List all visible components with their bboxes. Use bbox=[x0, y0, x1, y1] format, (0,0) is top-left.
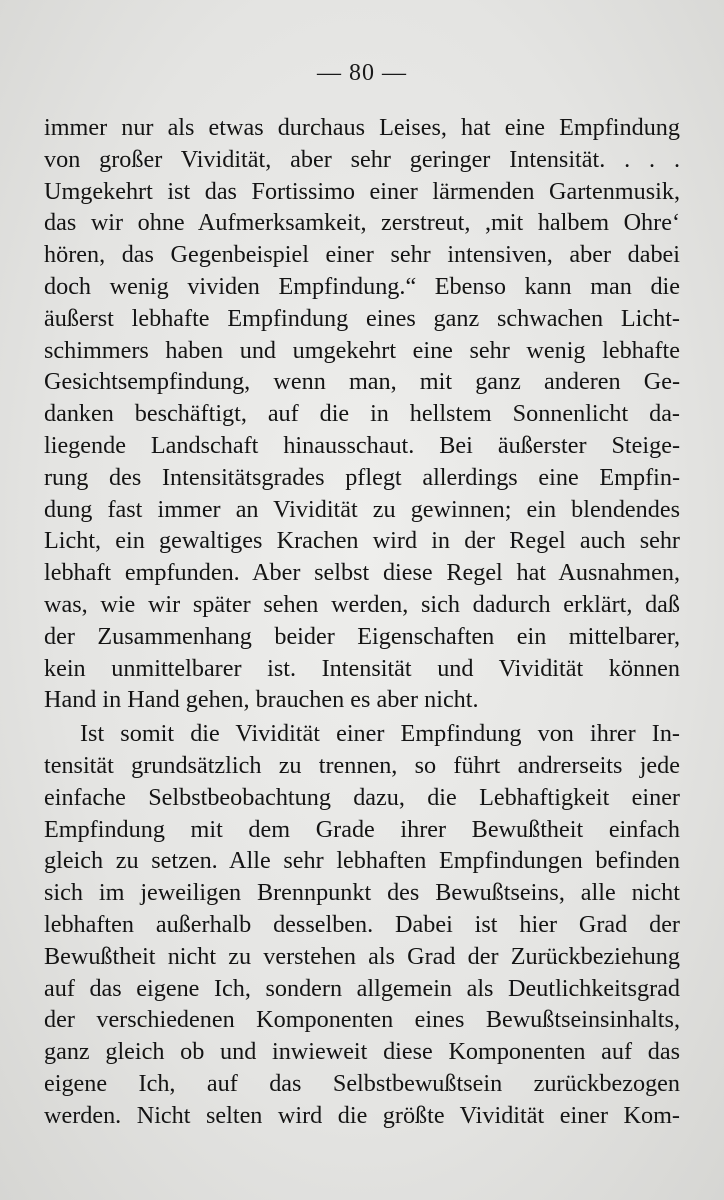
text-line: Ist somit die Vividität einer Empfindung von ihrer In- bbox=[80, 720, 680, 748]
text-line: Hand in Hand gehen, brauchen es aber nicht. bbox=[44, 686, 479, 714]
text-line: eigene Ich, auf das Selbstbewußtsein zurückbezogen bbox=[44, 1069, 680, 1097]
text-line: hören, das Gegenbeispiel einer sehr intensiven, aber dabei bbox=[44, 241, 680, 269]
text-line: Empfindung mit dem Grade ihrer Bewußtheit einfach bbox=[44, 815, 680, 843]
text-line: tensität grundsätzlich zu trennen, so führt andrerseits jede bbox=[44, 751, 680, 779]
text-line: werden. Nicht selten wird die größte Vividität einer Kom- bbox=[44, 1101, 680, 1129]
text-line: das wir ohne Aufmerksamkeit, zerstreut, ,mit halbem Ohre‘ bbox=[44, 209, 680, 237]
text-line: was, wie wir später sehen werden, sich dadurch erklärt, daß bbox=[44, 590, 680, 618]
text-line: lebhaft empfunden. Aber selbst diese Regel hat Ausnahmen, bbox=[44, 559, 680, 587]
text-line: danken beschäftigt, auf die in hellstem Sonnenlicht da- bbox=[44, 400, 680, 428]
text-line: Bewußtheit nicht zu verstehen als Grad der Zurückbeziehung bbox=[44, 942, 680, 970]
text-line: kein unmittelbarer ist. Intensität und Vividität können bbox=[44, 654, 680, 682]
text-line: Gesichtsempfindung, wenn man, mit ganz anderen Ge- bbox=[44, 368, 680, 396]
paragraph-1 bbox=[44, 112, 680, 716]
text-line: äußerst lebhafte Empfindung eines ganz schwachen Licht- bbox=[44, 304, 680, 332]
text-line: auf das eigene Ich, sondern allgemein als Deutlichkeitsgrad bbox=[44, 974, 680, 1002]
text-line: liegende Landschaft hinausschaut. Bei äußerster Steige- bbox=[44, 431, 680, 459]
page-number: — 80 — bbox=[317, 60, 407, 86]
text-line: der verschiedenen Komponenten eines Bewußtseinsinhalts, bbox=[44, 1006, 680, 1034]
text-line: immer nur als etwas durchaus Leises, hat eine Empfindung bbox=[44, 114, 680, 141]
text-line: der Zusammenhang beider Eigenschaften ein mittelbarer, bbox=[44, 622, 680, 650]
text-line: Licht, ein gewaltiges Krachen wird in der Regel auch sehr bbox=[44, 527, 680, 555]
text-line: dung fast immer an Vividität zu gewinnen; ein blendendes bbox=[44, 495, 680, 523]
text-line: von großer Vividität, aber sehr geringer Intensität. . . . bbox=[44, 145, 680, 173]
paragraph-2 bbox=[44, 718, 680, 1131]
text-line: sich im jeweiligen Brennpunkt des Bewußtseins, alle nicht bbox=[44, 879, 680, 907]
body-text bbox=[44, 112, 680, 1132]
text-line: einfache Selbstbeobachtung dazu, die Lebhaftigkeit einer bbox=[44, 783, 680, 811]
text-line: schimmers haben und umgekehrt eine sehr wenig lebhafte bbox=[44, 336, 680, 364]
text-line: ganz gleich ob und inwieweit diese Komponenten auf das bbox=[44, 1038, 680, 1066]
text-line: lebhaften außerhalb desselben. Dabei ist hier Grad der bbox=[44, 910, 680, 938]
text-line: gleich zu setzen. Alle sehr lebhaften Empfindungen befinden bbox=[44, 847, 680, 875]
text-line: doch wenig vividen Empfindung.“ Ebenso kann man die bbox=[44, 272, 680, 300]
text-line: Umgekehrt ist das Fortissimo einer lärmenden Gartenmusik, bbox=[44, 177, 680, 205]
text-line: rung des Intensitätsgrades pflegt allerdings eine Empfin- bbox=[44, 463, 680, 491]
